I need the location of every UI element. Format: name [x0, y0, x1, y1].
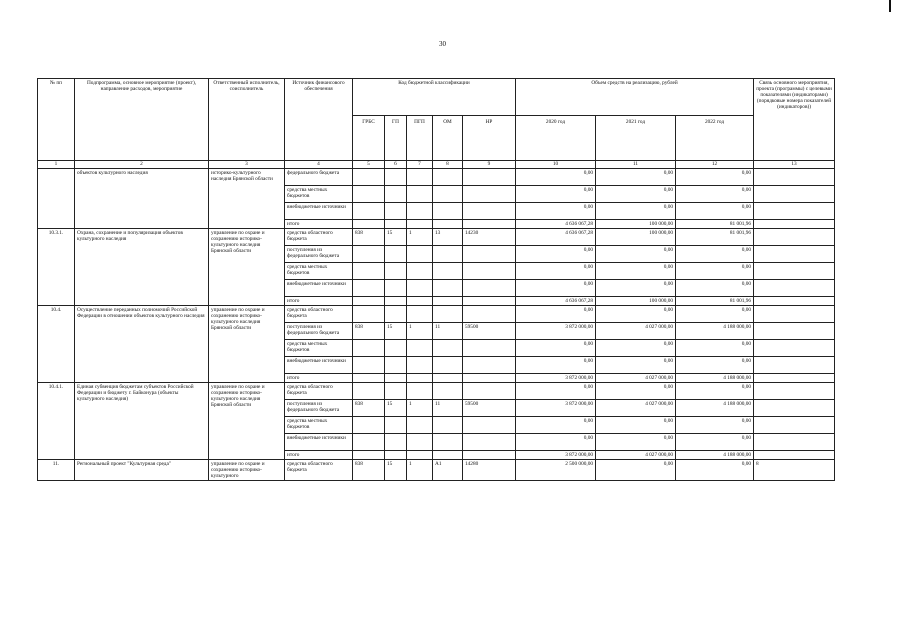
code-pgp	[407, 306, 433, 323]
indicator-link	[754, 340, 835, 357]
code-pgp	[407, 297, 433, 306]
code-pgp: 1	[407, 229, 433, 246]
code-nr	[463, 203, 516, 220]
amount-2021: 0,00	[596, 357, 676, 374]
amount-2021: 0,00	[596, 186, 676, 203]
amount-2022: 4 188 000,00	[676, 400, 754, 417]
header-pgp: ПГП	[407, 116, 433, 161]
header-om: ОМ	[433, 116, 463, 161]
row-number: 10.4.1.	[38, 383, 75, 460]
code-grbs	[353, 246, 385, 263]
header-budget-code: Код бюджетной классификации	[353, 79, 516, 116]
amount-2021: 0,00	[596, 169, 676, 186]
indicator-link	[754, 220, 835, 229]
code-gp	[385, 220, 407, 229]
code-om	[433, 340, 463, 357]
executor: историко-культурного наследия Брянской области	[209, 169, 285, 229]
indicator-link	[754, 297, 835, 306]
code-nr: 59500	[463, 400, 516, 417]
code-om	[433, 374, 463, 383]
code-om	[433, 417, 463, 434]
amount-2020: 3 872 000,00	[516, 374, 596, 383]
column-number: 5	[353, 161, 385, 169]
measure-name: Осуществление переданных полномочий Российской Федерации в отношении объектов культурного наследия	[75, 306, 209, 383]
funding-source: средства областного бюджета	[285, 460, 353, 481]
amount-2020: 0,00	[516, 383, 596, 400]
measure-name: Региональный проект "Культурная среда"	[75, 460, 209, 481]
code-om	[433, 451, 463, 460]
code-grbs	[353, 169, 385, 186]
header-2020: 2020 год	[516, 116, 596, 161]
amount-2022: 0,00	[676, 280, 754, 297]
amount-2020: 4 636 067,28	[516, 297, 596, 306]
funding-source: средства областного бюджета	[285, 229, 353, 246]
table-row	[38, 383, 835, 400]
funding-source: поступления из федерального бюджета	[285, 323, 353, 340]
code-nr	[463, 306, 516, 323]
code-gp	[385, 246, 407, 263]
indicator-link	[754, 169, 835, 186]
executor: управление по охране и сохранению историко-культурного наследия Брянской области	[209, 306, 285, 383]
code-nr	[463, 383, 516, 400]
header-2022: 2022 год	[676, 116, 754, 161]
code-gp	[385, 451, 407, 460]
amount-2022: 4 188 000,00	[676, 374, 754, 383]
indicator-link	[754, 263, 835, 280]
code-pgp	[407, 340, 433, 357]
executor: управление по охране и сохранению историко-культурного наследия Брянской области	[209, 229, 285, 306]
code-grbs	[353, 417, 385, 434]
amount-2022: 0,00	[676, 246, 754, 263]
code-nr	[463, 340, 516, 357]
funding-source: средства областного бюджета	[285, 383, 353, 400]
indicator-link	[754, 374, 835, 383]
table-body	[38, 169, 835, 481]
code-gp: 15	[385, 400, 407, 417]
code-grbs	[353, 451, 385, 460]
code-grbs	[353, 383, 385, 400]
funding-source: средства местных бюджетов	[285, 340, 353, 357]
code-om	[433, 357, 463, 374]
header-link: Связь основного мероприятия, проекта (программы) с целевыми показателями (индикаторами) (порядковые номера показателей (индикаторов))	[754, 79, 835, 161]
indicator-link	[754, 229, 835, 246]
code-gp	[385, 263, 407, 280]
amount-2021: 0,00	[596, 460, 676, 481]
indicator-link	[754, 451, 835, 460]
indicator-link	[754, 280, 835, 297]
amount-2021: 0,00	[596, 417, 676, 434]
column-number: 3	[209, 161, 285, 169]
table-row	[38, 169, 835, 186]
indicator-link	[754, 323, 835, 340]
code-pgp	[407, 263, 433, 280]
code-om	[433, 169, 463, 186]
code-nr	[463, 374, 516, 383]
amount-2021: 0,00	[596, 306, 676, 323]
header-2021: 2021 год	[596, 116, 676, 161]
code-grbs: 838	[353, 229, 385, 246]
funding-source: средства местных бюджетов	[285, 263, 353, 280]
header-grbs: ГРБС	[353, 116, 385, 161]
column-numbers-row	[38, 161, 835, 169]
executor: управление по охране и сохранению историко-культурного наследия Брянской области	[209, 383, 285, 460]
measure-name: объектов культурного наследия	[75, 169, 209, 229]
amount-2020: 0,00	[516, 434, 596, 451]
indicator-link	[754, 434, 835, 451]
code-grbs	[353, 280, 385, 297]
header-source: Источник финансового обеспечения	[285, 79, 353, 161]
amount-2022: 0,00	[676, 340, 754, 357]
amount-2022: 0,00	[676, 434, 754, 451]
code-gp: 15	[385, 460, 407, 481]
code-om: А1	[433, 460, 463, 481]
funding-source: средства местных бюджетов	[285, 417, 353, 434]
measure-name: Охрана, сохранение и популяризация объектов культурного наследия	[75, 229, 209, 306]
page-number: 30	[439, 40, 446, 48]
code-nr	[463, 434, 516, 451]
row-number	[38, 169, 75, 229]
code-nr	[463, 357, 516, 374]
header-num: № пп	[38, 79, 75, 161]
amount-2021: 0,00	[596, 280, 676, 297]
amount-2021: 0,00	[596, 340, 676, 357]
code-nr	[463, 220, 516, 229]
code-om	[433, 434, 463, 451]
amount-2020: 0,00	[516, 306, 596, 323]
code-gp: 15	[385, 323, 407, 340]
amount-2022: 0,00	[676, 169, 754, 186]
funding-source: внебюджетные источники	[285, 434, 353, 451]
amount-2020: 3 872 000,00	[516, 323, 596, 340]
measure-name: Единая субвенция бюджетам субъектов Российской Федерации и бюджету г. Байконура (объекты культурного наследия)	[75, 383, 209, 460]
amount-2022: 0,00	[676, 383, 754, 400]
code-om	[433, 186, 463, 203]
code-grbs: 838	[353, 323, 385, 340]
column-number: 13	[754, 161, 835, 169]
code-pgp	[407, 383, 433, 400]
code-gp	[385, 357, 407, 374]
header-nr: НР	[463, 116, 516, 161]
indicator-link	[754, 417, 835, 434]
code-pgp	[407, 434, 433, 451]
executor: управление по охране и сохранению историко-культурного	[209, 460, 285, 481]
code-nr	[463, 186, 516, 203]
table-row	[38, 229, 835, 246]
code-om: 11	[433, 323, 463, 340]
code-pgp: 1	[407, 460, 433, 481]
code-nr	[463, 246, 516, 263]
table-row	[38, 306, 835, 323]
code-gp	[385, 203, 407, 220]
code-nr	[463, 297, 516, 306]
amount-2022: 0,00	[676, 417, 754, 434]
code-grbs	[353, 186, 385, 203]
column-number: 2	[75, 161, 209, 169]
header-volume: Объем средств на реализацию, рублей	[516, 79, 754, 116]
code-gp	[385, 374, 407, 383]
funding-source: поступления из федерального бюджета	[285, 400, 353, 417]
funding-source: федерального бюджета	[285, 169, 353, 186]
code-gp	[385, 297, 407, 306]
amount-2022: 81 001,96	[676, 229, 754, 246]
funding-source: внебюджетные источники	[285, 280, 353, 297]
amount-2020: 0,00	[516, 203, 596, 220]
row-number: 11.	[38, 460, 75, 481]
column-number: 11	[596, 161, 676, 169]
row-number: 10.3.1.	[38, 229, 75, 306]
code-gp	[385, 306, 407, 323]
code-grbs	[353, 297, 385, 306]
amount-2020: 3 872 000,00	[516, 451, 596, 460]
amount-2022: 0,00	[676, 460, 754, 481]
code-pgp	[407, 169, 433, 186]
amount-2022: 0,00	[676, 357, 754, 374]
code-om	[433, 383, 463, 400]
code-grbs	[353, 220, 385, 229]
code-pgp	[407, 280, 433, 297]
amount-2020: 0,00	[516, 280, 596, 297]
code-om	[433, 297, 463, 306]
code-om: 11	[433, 400, 463, 417]
amount-2021: 0,00	[596, 383, 676, 400]
code-om	[433, 306, 463, 323]
column-number: 8	[433, 161, 463, 169]
indicator-link	[754, 400, 835, 417]
amount-2020: 3 872 000,00	[516, 400, 596, 417]
amount-2021: 0,00	[596, 203, 676, 220]
code-grbs	[353, 263, 385, 280]
indicator-link	[754, 186, 835, 203]
code-pgp	[407, 357, 433, 374]
amount-2020: 0,00	[516, 357, 596, 374]
code-nr	[463, 451, 516, 460]
amount-2021: 0,00	[596, 246, 676, 263]
amount-2022: 4 188 000,00	[676, 451, 754, 460]
code-grbs	[353, 340, 385, 357]
funding-source: внебюджетные источники	[285, 357, 353, 374]
row-number: 10.4.	[38, 306, 75, 383]
code-gp	[385, 186, 407, 203]
amount-2021: 0,00	[596, 434, 676, 451]
header-gp: ГП	[385, 116, 407, 161]
code-pgp	[407, 374, 433, 383]
code-grbs	[353, 357, 385, 374]
amount-2021: 4 027 000,00	[596, 400, 676, 417]
column-number: 6	[385, 161, 407, 169]
column-number: 10	[516, 161, 596, 169]
code-grbs	[353, 203, 385, 220]
code-nr	[463, 280, 516, 297]
amount-2022: 0,00	[676, 306, 754, 323]
amount-2021: 4 027 000,00	[596, 323, 676, 340]
column-number: 1	[38, 161, 75, 169]
column-number: 12	[676, 161, 754, 169]
amount-2020: 2 500 000,00	[516, 460, 596, 481]
funding-source: средства областного бюджета	[285, 306, 353, 323]
code-nr: 14280	[463, 460, 516, 481]
amount-2020: 4 636 067,28	[516, 220, 596, 229]
amount-2022: 81 001,96	[676, 220, 754, 229]
amount-2022: 0,00	[676, 203, 754, 220]
funding-source: внебюджетные источники	[285, 203, 353, 220]
code-gp	[385, 280, 407, 297]
budget-table	[37, 78, 835, 481]
amount-2021: 4 027 000,00	[596, 374, 676, 383]
amount-2021: 0,00	[596, 263, 676, 280]
indicator-link: 8	[754, 460, 835, 481]
code-grbs	[353, 434, 385, 451]
amount-2020: 0,00	[516, 263, 596, 280]
code-pgp	[407, 220, 433, 229]
code-gp	[385, 340, 407, 357]
amount-2022: 4 188 000,00	[676, 323, 754, 340]
funding-source: средства местных бюджетов	[285, 186, 353, 203]
code-pgp	[407, 203, 433, 220]
code-om	[433, 263, 463, 280]
code-grbs	[353, 306, 385, 323]
amount-2022: 81 001,96	[676, 297, 754, 306]
code-om	[433, 203, 463, 220]
code-gp	[385, 383, 407, 400]
amount-2021: 100 000,00	[596, 229, 676, 246]
code-gp	[385, 169, 407, 186]
code-nr	[463, 417, 516, 434]
funding-source: поступления из федерального бюджета	[285, 246, 353, 263]
amount-2020: 0,00	[516, 246, 596, 263]
funding-source: итого	[285, 297, 353, 306]
amount-2020: 0,00	[516, 340, 596, 357]
code-nr: 59500	[463, 323, 516, 340]
column-number: 7	[407, 161, 433, 169]
header-executor: Ответственный исполнитель, соисполнитель	[209, 79, 285, 161]
code-pgp	[407, 246, 433, 263]
code-pgp	[407, 417, 433, 434]
amount-2020: 4 636 067,28	[516, 229, 596, 246]
indicator-link	[754, 246, 835, 263]
code-pgp	[407, 451, 433, 460]
header-name: Подпрограмма, основное мероприятие (проект), направление расходов, мероприятие	[75, 79, 209, 161]
table-header	[38, 79, 835, 169]
code-pgp	[407, 186, 433, 203]
code-pgp: 1	[407, 323, 433, 340]
column-number: 9	[463, 161, 516, 169]
indicator-link	[754, 357, 835, 374]
code-nr: 14230	[463, 229, 516, 246]
edge-mark	[889, 0, 891, 12]
amount-2021: 100 000,00	[596, 220, 676, 229]
indicator-link	[754, 383, 835, 400]
code-om	[433, 280, 463, 297]
code-om	[433, 246, 463, 263]
code-pgp: 1	[407, 400, 433, 417]
amount-2020: 0,00	[516, 186, 596, 203]
column-number: 4	[285, 161, 353, 169]
amount-2022: 0,00	[676, 186, 754, 203]
indicator-link	[754, 203, 835, 220]
code-om	[433, 220, 463, 229]
code-grbs	[353, 374, 385, 383]
code-nr	[463, 169, 516, 186]
indicator-link	[754, 306, 835, 323]
amount-2020: 0,00	[516, 169, 596, 186]
amount-2021: 4 027 000,00	[596, 451, 676, 460]
amount-2020: 0,00	[516, 417, 596, 434]
funding-source: итого	[285, 374, 353, 383]
code-grbs: 838	[353, 460, 385, 481]
amount-2021: 100 000,00	[596, 297, 676, 306]
table-row	[38, 460, 835, 481]
code-gp: 15	[385, 229, 407, 246]
funding-source: итого	[285, 451, 353, 460]
code-gp	[385, 434, 407, 451]
funding-source: итого	[285, 220, 353, 229]
code-gp	[385, 417, 407, 434]
code-om: 13	[433, 229, 463, 246]
amount-2022: 0,00	[676, 263, 754, 280]
code-nr	[463, 263, 516, 280]
code-grbs: 838	[353, 400, 385, 417]
